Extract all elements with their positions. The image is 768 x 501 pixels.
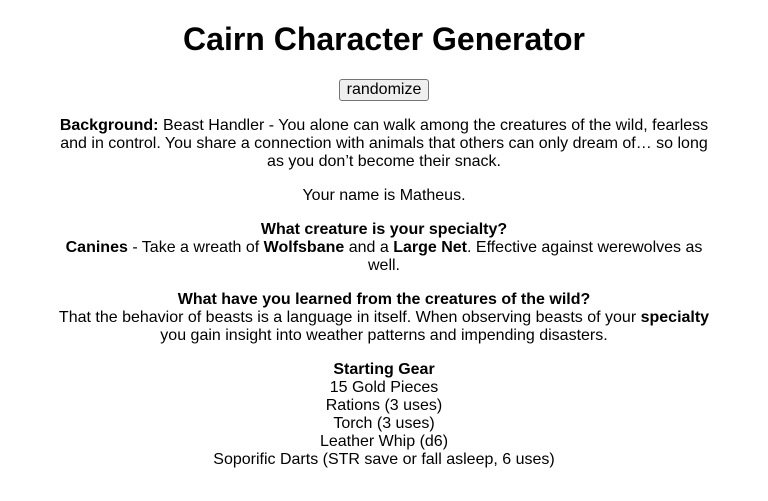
gear-heading: Starting Gear xyxy=(333,361,435,378)
gear-item: Torch (3 uses) xyxy=(333,415,435,432)
gear-section xyxy=(54,361,714,469)
specialty-section xyxy=(54,221,714,275)
specialty-answer-segment: . Effective against werewolves as well. xyxy=(367,239,703,274)
gear-item: Leather Whip (d6) xyxy=(319,433,449,450)
lesson-question: What have you learned from the creatures of the wild? xyxy=(177,291,591,308)
specialty-question: What creature is your specialty? xyxy=(260,221,508,238)
specialty-answer-segment: Canines xyxy=(65,239,128,256)
specialty-answer-segment: Wolfsbane xyxy=(263,239,345,256)
toolbar xyxy=(54,79,714,101)
background-paragraph xyxy=(54,117,714,171)
randomize-button[interactable]: randomize xyxy=(339,79,430,101)
gear-item: 15 Gold Pieces xyxy=(329,379,439,396)
gear-item: Rations (3 uses) xyxy=(325,397,443,414)
gear-item: Soporific Darts (STR save or fall asleep, 6 uses) xyxy=(213,451,555,468)
lesson-answer-segment: you gain insight into weather patterns and impending disasters. xyxy=(160,327,608,344)
specialty-answer-segment: and a xyxy=(344,239,394,256)
character-generator-page xyxy=(54,21,714,469)
background-label: Background: xyxy=(59,117,159,134)
lesson-answer-segment: That the behavior of beasts is a language in itself. When observing beasts of your xyxy=(58,309,641,326)
lesson-answer-segment: specialty xyxy=(640,309,710,326)
specialty-answer-segment: Large Net xyxy=(393,239,467,256)
background-text: Beast Handler - You alone can walk among the creatures of the wild, fearless and in control. You share a connection with animals that others can only dream of… so long as you don’t become their snack. xyxy=(60,117,709,170)
specialty-answer-segment: - Take a wreath of xyxy=(127,239,264,256)
page-title: Cairn Character Generator xyxy=(183,21,585,57)
lesson-section xyxy=(54,291,714,345)
name-line: Your name is Matheus. xyxy=(302,187,466,204)
